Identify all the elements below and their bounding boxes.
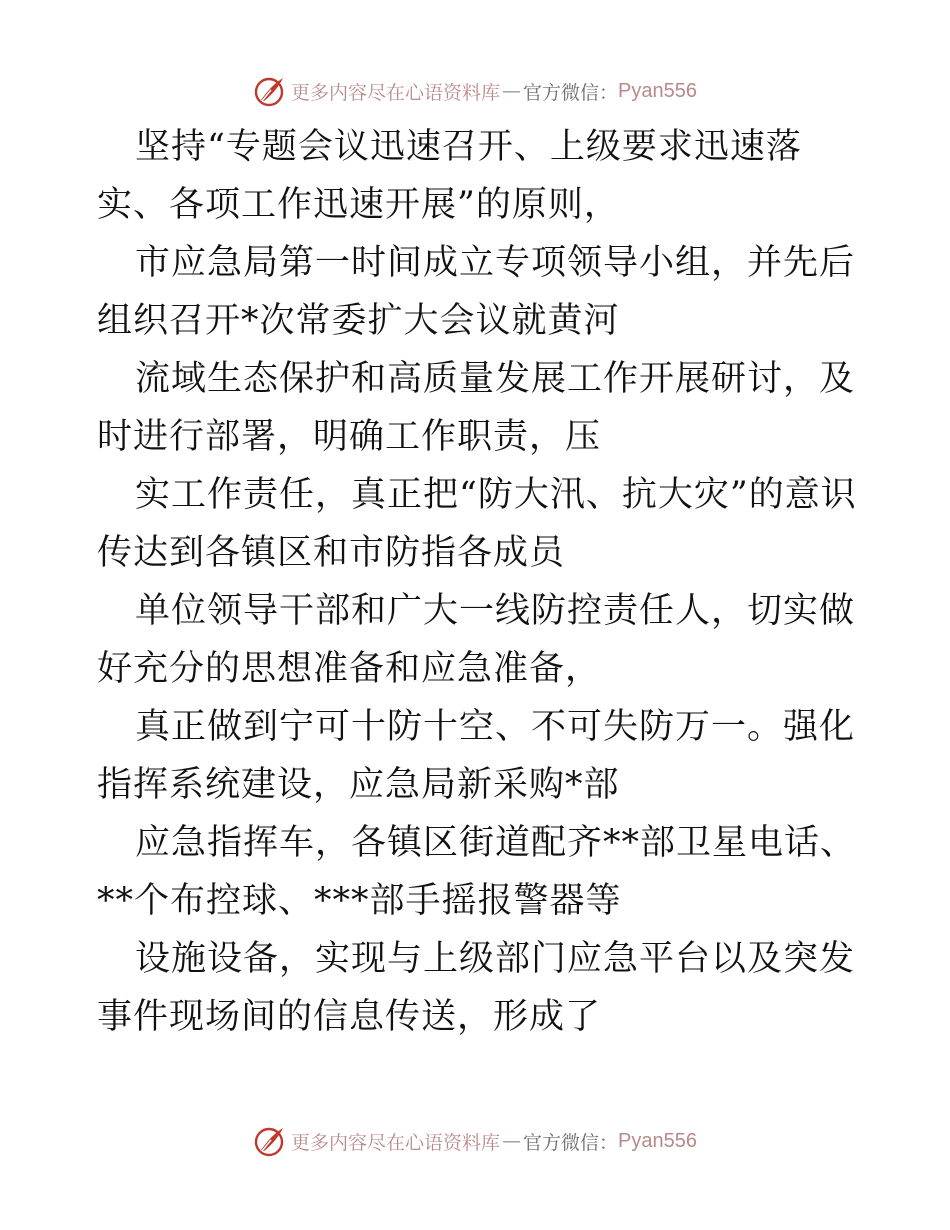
paragraph-6: 真正做到宁可十防十空、不可失防万一。强化指挥系统建设，应急局新采购*部 [97, 707, 856, 805]
paragraph-2: 市应急局第一时间成立专项领导小组，并先后组织召开*次常委扩大会议就黄河 [97, 243, 856, 341]
paragraph-3: 流域生态保护和高质量发展工作开展研讨，及时进行部署，明确工作职责，压 [97, 359, 856, 457]
document-body [97, 118, 857, 1046]
header-wechat-label: 官方微信： [523, 81, 619, 104]
header-promo-text: 更多内容尽在心语资料库 [291, 81, 501, 104]
paragraph-7: 应急指挥车，各镇区街道配齐**部卫星电话、**个布控球、***部手摇报警器等 [97, 823, 857, 921]
header-wechat-id: Pyan556 [618, 79, 697, 102]
quill-pen-logo-icon [253, 74, 287, 108]
footer-wechat-label: 官方微信： [523, 1131, 619, 1154]
footer-separator: — [502, 1130, 522, 1152]
footer-promo-text: 更多内容尽在心语资料库 [291, 1131, 501, 1154]
header-banner [0, 71, 950, 111]
footer-banner [0, 1121, 950, 1161]
header-separator: — [502, 80, 522, 102]
paragraph-1: 坚持“专题会议迅速召开、上级要求迅速落实、各项工作迅速开展”的原则， [97, 127, 802, 225]
quill-pen-logo-icon [253, 1124, 287, 1158]
paragraph-5: 单位领导干部和广大一线防控责任人，切实做好充分的思想准备和应急准备， [97, 591, 856, 689]
paragraph-8: 设施设备，实现与上级部门应急平台以及突发事件现场间的信息传送，形成了 [97, 939, 856, 1037]
paragraph-4: 实工作责任，真正把“防大汛、抗大灾”的意识传达到各镇区和市防指各成员 [97, 475, 857, 573]
footer-wechat-id: Pyan556 [618, 1129, 697, 1152]
